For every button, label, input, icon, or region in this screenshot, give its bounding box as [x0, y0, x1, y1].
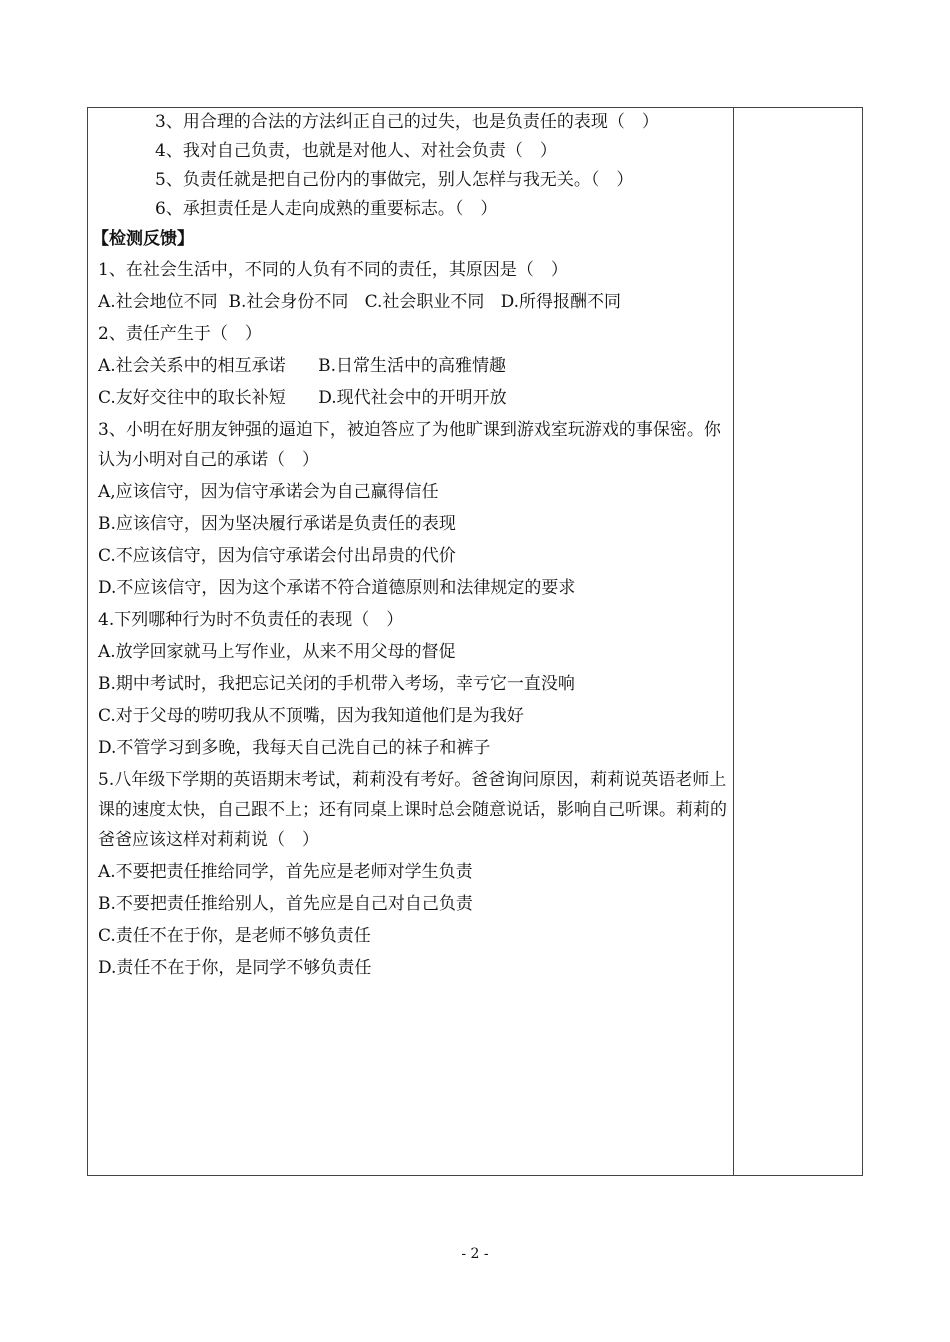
true-false-item: 5、负责任就是把自己份内的事做完，别人怎样与我无关。（ ） — [155, 170, 634, 190]
question-option: A.放学回家就马上写作业，从来不用父母的督促 — [98, 642, 456, 662]
question-option: C.不应该信守，因为信守承诺会付出昂贵的代价 — [98, 546, 456, 566]
true-false-item: 4、我对自己负责，也就是对他人、对社会负责（ ） — [155, 141, 557, 161]
question-option: D.不应该信守，因为这个承诺不符合道德原则和法律规定的要求 — [98, 578, 576, 598]
question-stem: 5.八年级下学期的英语期末考试，莉莉没有考好。爸爸询问原因，莉莉说英语老师上课的速度太快，自己跟不上；还有同桌上课时总会随意说话，影响自己听课。莉莉的爸爸应该这样对莉莉说（ ） — [98, 770, 727, 850]
section-title: 【检测反馈】 — [92, 229, 194, 249]
question-option: B.应该信守，因为坚决履行承诺是负责任的表现 — [98, 514, 456, 534]
question-stem: 4.下列哪种行为时不负责任的表现（ ） — [98, 610, 404, 630]
question-stem: 1、在社会生活中，不同的人负有不同的责任，其原因是（ ） — [98, 260, 568, 280]
question-option: C.对于父母的唠叨我从不顶嘴，因为我知道他们是为我好 — [98, 706, 524, 726]
worksheet-table — [87, 107, 863, 1176]
question-option: D.不管学习到多晚，我每天自己洗自己的袜子和裤子 — [98, 738, 491, 758]
question-option: A.社会地位不同 B.社会身份不同 C.社会职业不同 D.所得报酬不同 — [98, 292, 622, 312]
question-stem: 2、责任产生于（ ） — [98, 324, 262, 344]
true-false-item: 6、承担责任是人走向成熟的重要标志。（ ） — [155, 199, 498, 219]
question-stem: 3、小明在好朋友钟强的逼迫下，被迫答应了为他旷课到游戏室玩游戏的事保密。你认为小明对自己的承诺（ ） — [98, 420, 721, 470]
question-option: A.不要把责任推给同学，首先应是老师对学生负责 — [98, 862, 473, 882]
question-option: A.社会关系中的相互承诺 B.日常生活中的高雅情趣 — [98, 356, 506, 376]
column-divider — [733, 108, 734, 1175]
main-content-cell — [92, 108, 728, 984]
true-false-item: 3、用合理的合法的方法纠正自己的过失，也是负责任的表现（ ） — [155, 112, 659, 132]
question-option: B.不要把责任推给别人，首先应是自己对自己负责 — [98, 894, 473, 914]
question-option: C.友好交往中的取长补短 D.现代社会中的开明开放 — [98, 388, 507, 408]
question-option: C.责任不在于你，是老师不够负责任 — [98, 926, 371, 946]
page-number: - 2 - — [461, 1246, 489, 1262]
question-option: D.责任不在于你，是同学不够负责任 — [98, 958, 372, 978]
question-option: A,应该信守，因为信守承诺会为自己赢得信任 — [98, 482, 439, 502]
question-option: B.期中考试时，我把忘记关闭的手机带入考场，幸亏它一直没响 — [98, 674, 575, 694]
